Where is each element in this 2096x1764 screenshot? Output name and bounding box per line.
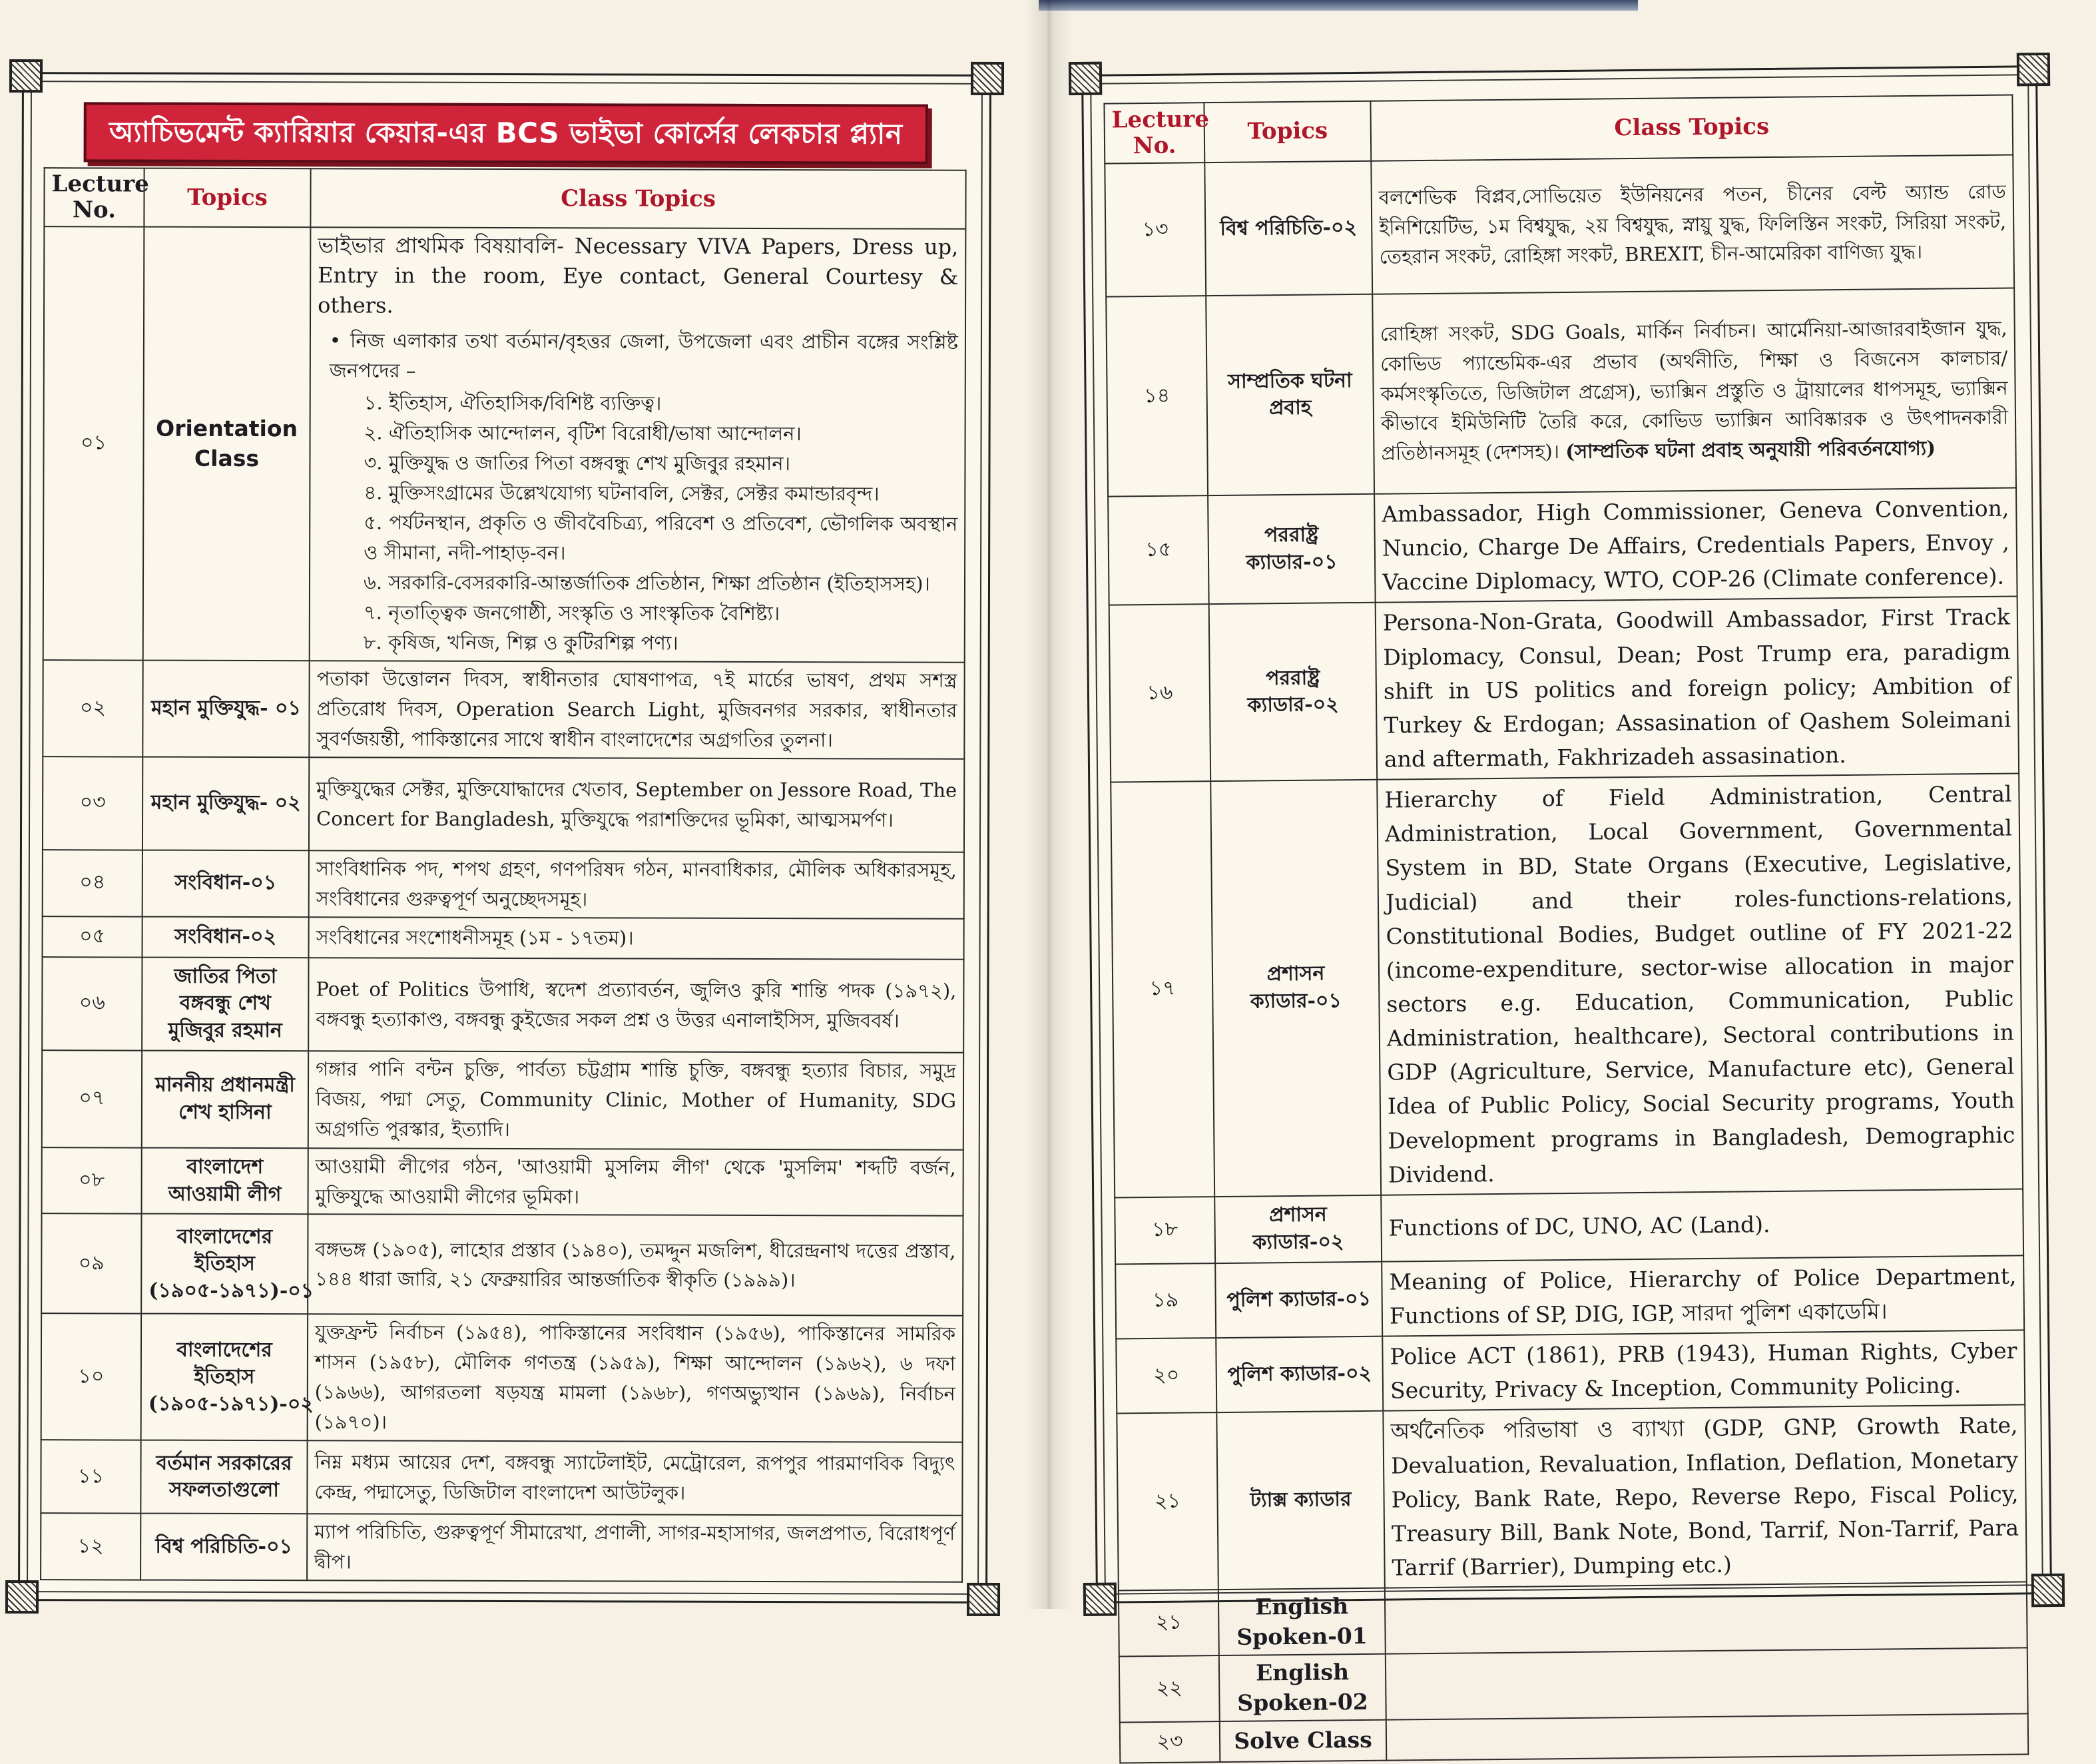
table-row [41,1214,963,1317]
table-row [1108,487,2017,605]
table-row [1115,1255,2024,1338]
lecture-topic: বাংলাদেশের ইতিহাস (১৯০৫-১৯৭১)-০২ [141,1314,308,1440]
table-row [43,756,964,852]
ornament-corner [971,62,1004,95]
list-item: ৬. সরকারি-বেসরকারি-আন্তর্জাতিক প্রতিষ্ঠান, শিক্ষা প্রতিষ্ঠান (ইতিহাসসহ)। [363,571,930,595]
lecture-class-topics: Functions of DC, UNO, AC (Land). [1381,1189,2023,1261]
table-row [1105,155,2014,297]
right-page [1081,65,2052,1755]
lecture-topic: মহান মুক্তিযুদ্ধ- ০২ [142,756,309,850]
ornament-corner [1069,62,1102,95]
list-item: ৩. মুক্তিযুদ্ধ ও জাতির পিতা বঙ্গবন্ধু শেখ মুজিবুর রহমান। [364,451,791,475]
lecture-class-topics: আওয়ামী লীগের গঠন, 'আওয়ামী মুসলিম লীগ' থেকে 'মুসলিম' শব্দটি বর্জন, মুক্তিযুদ্ধে আওয়ামী লীগের ভূমিকা। [308,1148,963,1216]
lecture-no: ০১ [43,226,144,660]
book-top-edge [1039,0,1638,11]
header-topics: Topics [144,168,310,228]
lecture-class-topics: Persona-Non-Grata, Goodwill Ambassador, First Track Diplomacy, Consul, Dean; Post Trump era, paradigm shift in US politics and foreign policy; Ambition of Turkey & Erdogan; Assasination of Qashem Soleimani and aftermath, Fakhrizadeh assasination. [1376,597,2019,780]
lecture-class-topics: সংবিধানের সংশোধনীসমূহ (১ম - ১৭তম)। [309,917,964,960]
lecture-class-topics: সাংবিধানিক পদ, শপথ গ্রহণ, গণপরিষদ গঠন, মানবাধিকার, মৌলিক অধিকারসমূহ, সংবিধানের গুরুত্বপূর্ণ অনুচ্ছেদসমূহ। [309,850,964,918]
header-lecture-no: Lecture No. [44,168,144,227]
lecture-class-topics: নিম্ন মধ্যম আয়ের দেশ, বঙ্গবন্ধু স্যাটেলাইট, মেট্রোরেল, রূপপুর পারমাণবিক বিদ্যুৎ কেন্দ্র, পদ্মাসেতু, ডিজিটাল বাংলাদেশ আউটলুক। [307,1440,962,1516]
header-class-topics: Class Topics [310,168,965,229]
lecture-class-topics [1386,1714,2029,1761]
list-item: ৮. কৃষিজ, খনিজ, শিল্প ও কুটিরশিল্প পণ্য। [363,631,678,655]
lecture-no: ১৬ [1109,605,1211,782]
ornament-corner [1083,1583,1117,1616]
lecture-no: ০৩ [43,756,142,850]
lecture-topic: বাংলাদেশ আওয়ামী লীগ [142,1147,308,1215]
lecture-class-topics: পতাকা উত্তোলন দিবস, স্বাধীনতার ঘোষণাপত্র, ৭ই মার্চের ভাষণ, প্রথম সশস্ত্র প্রতিরোধ দিবস, Operation Search Light, মুজিবনগর সরকার, স্বাধীনতার সুবর্ণজয়ন্তী, পাকিস্তানের সাথে স্বাধীন বাংলাদেশের অগ্রগতির তুলনা। [309,661,964,758]
lecture-no: ০৪ [43,850,142,916]
lecture-topic: পুলিশ ক্যাডার-০১ [1215,1262,1382,1338]
table-row [41,1513,962,1582]
table-row [1106,288,2016,497]
lecture-class-topics: মুক্তিযুদ্ধের সেক্টর, মুক্তিযোদ্ধাদের খেতাব, September on Jessore Road, The Concert for Bangladesh, মুক্তিযুদ্ধে পরাশক্তিদের ভূমিকা, আত্মসমর্পণ। [309,757,964,852]
lecture-no: ০৭ [42,1050,142,1147]
lecture-no: ০৯ [41,1214,141,1314]
orientation-intro: ভাইভার প্রাথমিক বিষয়াবলি- Necessary VIVA Papers, Dress up, Entry in the room, Eye contact, General Courtesy & others. [318,232,959,318]
recent-events-content: রোহিঙ্গা সংকট, SDG Goals, মার্কিন নির্বাচন। আর্মেনিয়া-আজারবাইজান যুদ্ধ, কোভিড প্যান্ডেমিক-এর প্রভাব (অর্থনীতি, শিক্ষা ও বিজনেস কালচার/কর্মসংস্কৃতিতে, ডিজিটাল প্রগ্রেস), ভ্যাক্সিন প্রস্তুতি ও ট্রায়ালের ধাপসমূহ, ভ্যাক্সিন কীভাবে ইমিউনিটি তৈরি করে, কোভিড ভ্যাক্সিন আবিষ্কারক ও উৎপাদনকারী প্রতিষ্ঠানসমূহ (দেশসহ)। [1380,316,2009,465]
list-item: ৭. নৃতাত্ত্বিক জনগোষ্ঠী, সংস্কৃতি ও সাংস্কৃতিক বৈশিষ্ট্য। [363,601,780,625]
ornament-corner [2031,1574,2065,1607]
lecture-no: ২০ [1116,1338,1216,1414]
table-row [43,660,964,758]
ornament-corner [9,59,43,93]
orientation-points [357,388,958,659]
table-row [1115,1189,2023,1264]
lecture-no: ১৩ [1105,162,1206,296]
lecture-class-topics: Poet of Politics উপাধি, স্বদেশ প্রত্যাবর্তন, জুলিও কুরি শান্তি পদক (১৯৭২), বঙ্গবন্ধু হত্যাকাণ্ড, বঙ্গবন্ধু কুইজের সকল প্রশ্ন ও উত্তর এনালাইসিস, মুজিববর্ষ। [308,958,963,1053]
lecture-topic: বিশ্ব পরিচিতি-০১ [140,1514,307,1581]
lecture-class-topics: বলশেভিক বিপ্লব,সোভিয়েত ইউনিয়নের পতন, চীনের বেল্ট অ্যান্ড রোড ইনিশিয়েটিভ, ১ম বিশ্বযুদ্ধ, ২য় বিশ্বযুদ্ধ, স্নায়ু যুদ্ধ, ফিলিস্তিন সংকট, সিরিয়া সংকট, তেহরান সংকট, রোহিঙ্গা সংকট, BREXIT, চীন-আমেরিকা বাণিজ্য যুদ্ধ। [1371,155,2014,294]
header-class-topics: Class Topics [1370,95,2013,161]
list-item: ১. ইতিহাস, ঐতিহাসিক/বিশিষ্ট ব্যক্তিত্ব। [364,391,662,416]
orientation-bullet [329,326,958,659]
table-row [1117,1405,2026,1591]
table-row [43,916,964,960]
list-item: ২. ঐতিহাসিক আন্দোলন, বৃটিশ বিরোধী/ভাষা আন্দোলন। [364,421,802,445]
lecture-topic: প্রশাসন ক্যাডার-০২ [1214,1195,1382,1263]
table-row [1120,1714,2029,1763]
lecture-no: ১৯ [1115,1263,1216,1339]
lecture-class-topics: অর্থনৈতিক পরিভাষা ও ব্যাখ্যা (GDP, GNP, Growth Rate, Devaluation, Revaluation, Inflation, Deflation, Monetary Policy, Bank Rate, Repo, Reverse Repo, Fiscal Policy, Treasury Bill, Bank Note, Bond, Tarrif, Non-Tarrif, Para Tarrif (Barrier), Dumping etc.) [1383,1405,2027,1588]
lecture-no: ০৫ [43,916,142,957]
table-header-row [1104,95,2013,164]
lecture-plan-table-left [40,167,967,1583]
book-gutter-shadow [1025,0,1072,1609]
lecture-no: ১৭ [1111,781,1214,1197]
lecture-class-topics: গঙ্গার পানি বন্টন চুক্তি, পার্বত্য চট্টগ্রাম শান্তি চুক্তি, বঙ্গবন্ধু হত্যার বিচার, সমুদ্র বিজয়, পদ্মা সেতু, Community Clinic, Mother of Humanity, SDG অগ্রগতি পুরস্কার, ইত্যাদি। [308,1051,963,1150]
table-row [1109,597,2019,782]
table-row [42,957,963,1053]
table-header-row [44,168,965,229]
lecture-class-topics: Meaning of Police, Hierarchy of Police Department, Functions of SP, DIG, IGP, সারদা পুলিশ একাডেমি। [1382,1255,2024,1336]
lecture-topic: পররাষ্ট্র ক্যাডার-০২ [1209,603,1378,781]
lecture-class-topics: Police ACT (1861), PRB (1943), Human Rights, Cyber Security, Privacy & Inception, Community Policing. [1382,1330,2025,1412]
table-row [41,1440,962,1516]
lecture-class-topics [1372,288,2016,494]
lecture-no: ১০ [41,1314,141,1440]
lecture-no: ২১ [1117,1412,1218,1590]
lecture-class-topics [1386,1648,2028,1720]
header-lecture-no: Lecture No. [1104,103,1204,163]
lecture-topic: মাননীয় প্রধানমন্ত্রী শেখ হাসিনা [142,1050,308,1148]
lecture-topic: পররাষ্ট্র ক্যাডার-০১ [1208,494,1376,605]
lecture-topic: বর্তমান সরকারের সফলতাগুলো [140,1440,307,1514]
lecture-topic: পুলিশ ক্যাডার-০২ [1216,1336,1383,1413]
orientation-bullet-text: নিজ এলাকার তথা বর্তমান/বৃহত্তর জেলা, উপজেলা এবং প্রাচীন বঙ্গের সংশ্লিষ্ট জনপদের – [329,328,958,382]
lecture-topic: সংবিধান-০১ [142,850,309,917]
lecture-class-topics: যুক্তফ্রন্ট নির্বাচন (১৯৫৪), পাকিস্তানের সংবিধান (১৯৫৬), পাকিস্তানের সামরিক শাসন (১৯৫৮), মৌলিক গণতন্ত্র (১৯৫৯), শিক্ষা আন্দোলন (১৯৬২), ৬ দফা (১৯৬৬), আগরতলা ষড়যন্ত্র মামলা (১৯৬৮), গণঅভ্যুত্থান (১৯৬৯), নির্বাচন (১৯৭০)। [308,1315,963,1442]
lecture-no: ২২ [1119,1655,1220,1723]
lecture-topic: English Spoken-02 [1219,1654,1386,1721]
lecture-no: ০৮ [42,1147,142,1214]
table-row [42,1147,963,1216]
table-row [41,1314,963,1442]
lecture-topic: মহান মুক্তিযুদ্ধ- ০১ [142,660,309,756]
lecture-topic: Orientation Class [143,227,311,661]
lecture-topic: জাতির পিতা বঙ্গবন্ধু শেখ মুজিবুর রহমান [142,957,308,1051]
lecture-no: ২১ [1119,1590,1219,1657]
lecture-no: ০৬ [42,957,142,1050]
table-row [43,850,964,918]
table-row [1119,1648,2028,1723]
lecture-topic: প্রশাসন ক্যাডার-০১ [1210,780,1381,1197]
lecture-class-topics [1385,1582,2027,1653]
lecture-class-topics: বঙ্গভঙ্গ (১৯০৫), লাহোর প্রস্তাব (১৯৪০), তমদ্দুন মজলিশ, ধীরেন্দ্রনাথ দত্তের প্রস্তাব, ১৪৪ ধারা জারি, ২১ ফেব্রুয়ারির আন্তর্জাতিক স্বীকৃতি (১৯৯৯)। [308,1215,963,1317]
recent-events-note: (সাম্প্রতিক ঘটনা প্রবাহ অনুযায়ী পরিবর্তনযোগ্য) [1565,437,1936,463]
table-row [43,226,966,662]
ornament-corner [967,1583,1000,1616]
lecture-topic: সংবিধান-০২ [142,916,309,958]
lecture-plan-table-right [1103,95,2029,1764]
lecture-class-topics: Ambassador, High Commissioner, Geneva Convention, Nuncio, Charge De Affairs, Credentials Papers, Envoy , Vaccine Diplomacy, WTO, COP-26 (Climate conference). [1374,487,2017,603]
left-page [18,72,991,1604]
list-item: ৫. পর্যটনস্থান, প্রকৃতি ও জীববৈচিত্র্য, পরিবেশ ও প্রতিবেশ, ভৌগলিক অবস্থান ও সীমানা, নদী-পাহাড়-বন। [364,511,958,565]
lecture-no: ২৩ [1120,1721,1220,1763]
lecture-topic: বিশ্ব পরিচিতি-০২ [1204,161,1372,296]
table-row [1119,1582,2027,1656]
lecture-no: ১৮ [1115,1197,1215,1264]
table-row [1116,1330,2025,1414]
page-title-banner: অ্যাচিভমেন্ট ক্যারিয়ার কেয়ার-এর BCS ভাইভা কোর্সের লেকচার প্ল্যান [84,102,928,164]
ornament-corner [2017,53,2050,86]
lecture-topic: বাংলাদেশের ইতিহাস (১৯০৫-১৯৭১)-০১ [141,1214,308,1315]
lecture-topic: English Spoken-01 [1218,1588,1386,1655]
table-row [1111,774,2023,1198]
lecture-class-topics: Hierarchy of Field Administration, Central Administration, Local Government, Governmental System in BD, State Organs (Executive, Legislative, Judicial) and their roles-functions-relations, Constitutional Bodies, Budget outline of FY 2021-22 (income-expenditure, sector-wise allocation in major sectors e.g. Education, Communication, Public Administration, healthcare), Sectoral contributions in GDP (Agriculture, Service, Manufacture etc), General Idea of Public Policy, Social Security programs, Youth Development programs in Bangladesh, Demographic Dividend. [1377,774,2023,1195]
lecture-class-topics: ম্যাপ পরিচিতি, গুরুত্বপূর্ণ সীমারেখা, প্রণালী, সাগর-মহাসাগর, জলপ্রপাত, বিরোধপূর্ণ দ্বীপ। [307,1514,962,1582]
orientation-bullets [329,326,958,659]
lecture-class-topics [310,227,966,662]
lecture-topic: সাম্প্রতিক ঘটনা প্রবাহ [1206,294,1374,495]
lecture-no: ১৫ [1108,495,1209,605]
lecture-topic: Solve Class [1220,1720,1387,1762]
lecture-no: ১২ [41,1513,140,1580]
lecture-topic: ট্যাক্স ক্যাডার [1216,1411,1385,1590]
lecture-no: ০২ [43,660,142,756]
lecture-no: ১৪ [1106,296,1208,496]
table-row [42,1050,963,1150]
header-topics: Topics [1204,101,1371,162]
list-item: ৪. মুক্তিসংগ্রামের উল্লেখযোগ্য ঘটনাবলি, সেক্টর, সেক্টর কমান্ডারবৃন্দ। [364,481,880,505]
lecture-no: ১১ [41,1440,140,1513]
